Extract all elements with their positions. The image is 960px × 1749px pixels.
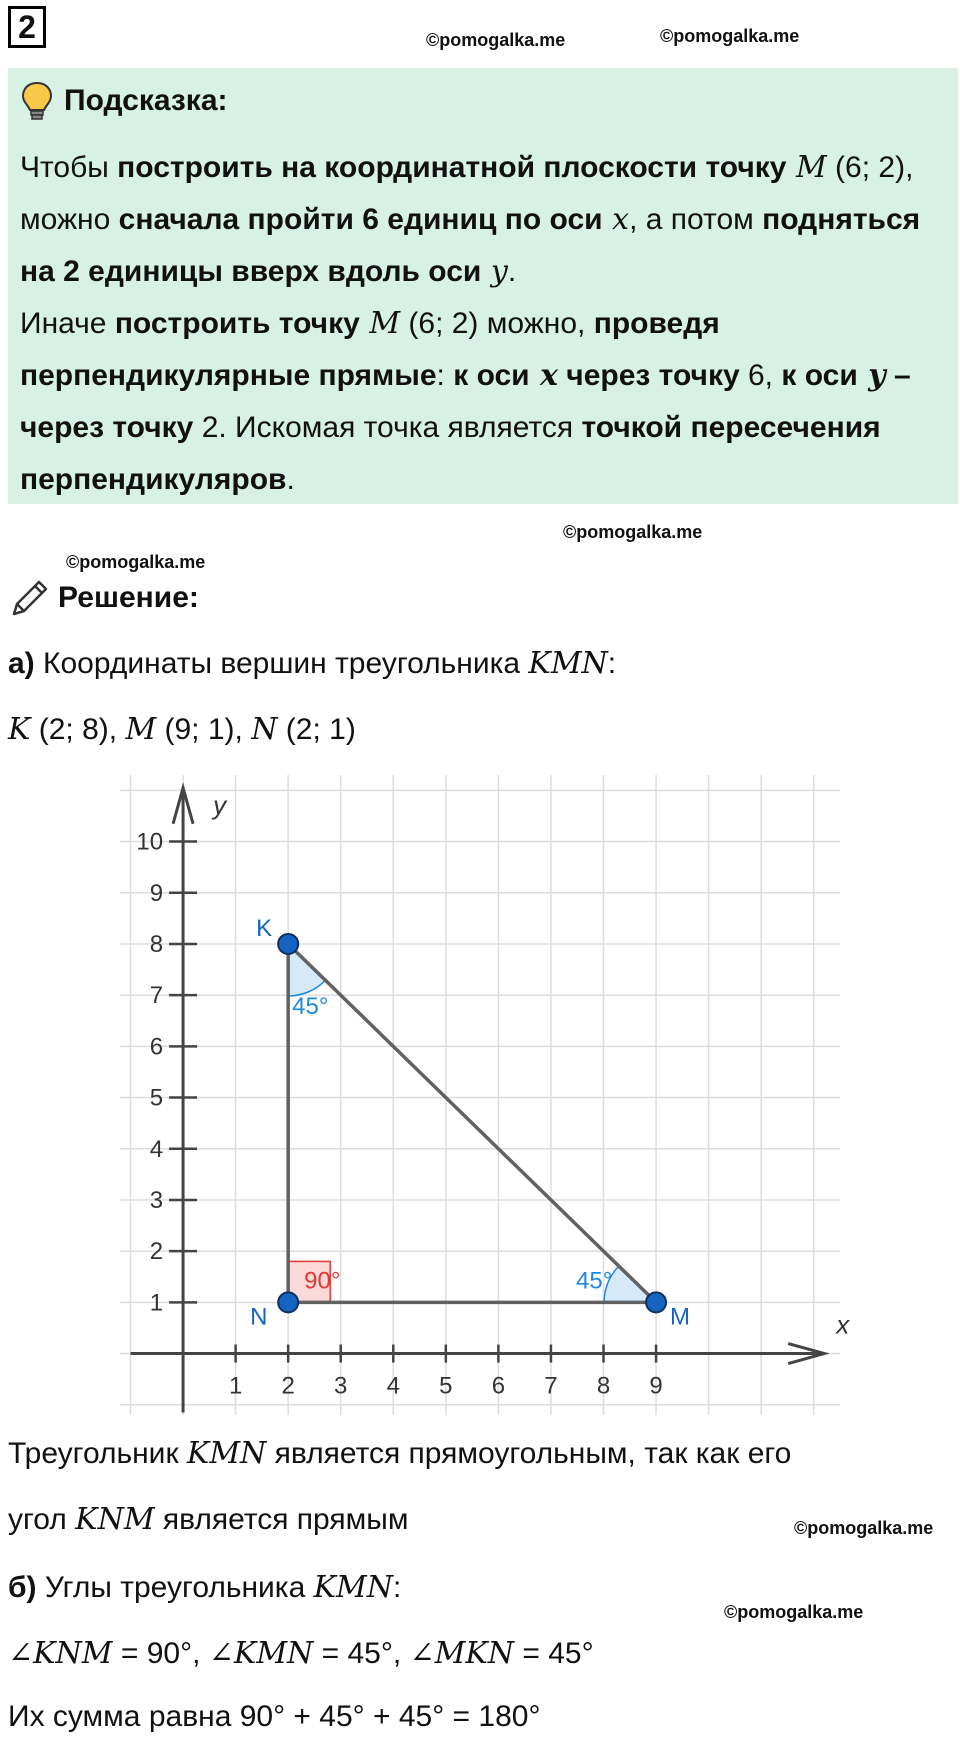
bold-run: построить на координатной плоскости точку	[117, 151, 787, 184]
text-run: 6,	[739, 359, 782, 392]
point-n	[278, 1292, 298, 1312]
angle-m-label: 45°	[576, 1267, 613, 1295]
math-run: M	[125, 712, 157, 747]
part-b-label: б)	[8, 1571, 37, 1604]
x-tick-label: 7	[544, 1372, 558, 1400]
watermark: ©pomogalka.me	[426, 30, 566, 50]
y-tick-label: 7	[149, 982, 164, 1010]
x-tick-label: 1	[228, 1372, 243, 1400]
bold-run: сначала пройти 6 единиц по оси	[118, 203, 603, 236]
x-tick-label: 4	[386, 1372, 400, 1400]
point-m-label: M	[670, 1303, 691, 1331]
hint-paragraph-1	[20, 142, 950, 298]
math-run: N	[251, 712, 278, 747]
text-run: (2; 1)	[277, 713, 356, 746]
lightbulb-icon	[20, 80, 54, 122]
math-run: x	[602, 202, 630, 237]
task-number: 2	[8, 6, 46, 48]
y-tick-label: 5	[149, 1084, 164, 1112]
x-tick-label: 3	[334, 1372, 348, 1400]
coordinates-line	[8, 712, 356, 747]
bold-run: к оси	[453, 359, 530, 392]
angle-n-label: 90°	[304, 1267, 341, 1295]
y-tick-label: 1	[149, 1289, 164, 1317]
pencil-icon	[8, 576, 52, 620]
text-run: является прямым	[154, 1503, 409, 1536]
point-k	[278, 934, 298, 954]
text-run: Координаты вершин треугольника	[34, 647, 529, 680]
solution-title-text: Решение:	[58, 581, 199, 614]
x-tick-label: 2	[281, 1372, 295, 1400]
y-axis-label: y	[213, 789, 227, 820]
text-run: .	[286, 463, 295, 496]
hint-title	[20, 80, 228, 122]
point-n-label: N	[250, 1303, 268, 1331]
watermark: ©pomogalka.me	[660, 26, 800, 46]
part-b-line	[8, 1570, 401, 1605]
text-run: Чтобы	[20, 151, 118, 184]
angle-k-label: 45°	[292, 992, 329, 1020]
solution-title	[8, 576, 199, 620]
text-run: = 45°	[514, 1637, 594, 1670]
y-tick-label: 9	[149, 879, 164, 907]
math-run: ∠KNM	[8, 1636, 113, 1671]
sum-line: Их сумма равна 90° + 45° + 45° = 180°	[8, 1700, 541, 1733]
x-axis-label: x	[836, 1309, 850, 1340]
math-run: KMN	[313, 1570, 393, 1605]
x-tick-label: 5	[439, 1372, 453, 1400]
watermark: ©pomogalka.me	[724, 1602, 864, 1622]
text-run: 2. Искомая точка является	[193, 411, 582, 444]
math-run: y	[857, 358, 886, 393]
x-tick-label: 6	[491, 1372, 506, 1400]
text-run: Иначе	[20, 307, 115, 340]
bold-run: проведя перпендикулярные прямые	[20, 307, 720, 392]
bold-run: к оси	[781, 359, 858, 392]
bold-run: построить точку	[114, 307, 360, 340]
angles-line	[8, 1636, 594, 1671]
text-run: = 90°,	[112, 1637, 209, 1670]
point-m	[646, 1292, 666, 1312]
bold-run: подняться на 2 единицы вверх вдоль оси	[20, 203, 921, 288]
text-run: :	[393, 1571, 402, 1604]
watermark: ©pomogalka.me	[794, 1518, 934, 1538]
math-run: M	[359, 306, 401, 341]
hint-text	[20, 142, 950, 506]
math-run: K	[8, 712, 31, 747]
part-a-line	[8, 646, 616, 681]
text-run: (9; 1),	[156, 713, 252, 746]
math-run: M	[786, 150, 827, 185]
coordinate-plane-chart	[120, 775, 850, 1415]
math-run: x	[529, 358, 558, 393]
text-run: .	[507, 255, 517, 288]
side-km	[288, 944, 656, 1302]
watermark: ©pomogalka.me	[563, 522, 703, 542]
y-tick-label: 6	[149, 1033, 164, 1061]
math-run: ∠MKN	[409, 1636, 515, 1671]
point-k-label: K	[256, 914, 273, 942]
text-run: (6; 2) можно,	[400, 307, 594, 340]
math-run: KMN	[528, 646, 608, 681]
bold-run: через точку	[557, 359, 740, 392]
text-run: :	[607, 647, 617, 680]
bold-run: – через точку	[20, 359, 911, 444]
text-run: (2; 8),	[30, 713, 126, 746]
y-tick-label: 8	[149, 930, 164, 958]
y-tick-label: 10	[136, 828, 164, 856]
text-run: , а потом	[629, 203, 763, 236]
hint-paragraph-2	[20, 298, 950, 506]
x-tick-label: 8	[596, 1372, 611, 1400]
watermark: ©pomogalka.me	[66, 552, 206, 572]
text-run: Углы треугольника	[36, 1571, 314, 1604]
math-run: KNM	[75, 1502, 155, 1537]
math-run: KMN	[186, 1436, 267, 1471]
math-run: ∠KMN	[208, 1636, 314, 1671]
y-tick-label: 2	[149, 1238, 164, 1266]
right-triangle-line-1	[8, 1436, 791, 1471]
y-tick-label: 4	[149, 1135, 164, 1163]
text-run: = 45°,	[313, 1637, 410, 1670]
text-run: является прямоугольным, так как его	[266, 1437, 792, 1470]
part-a-label: а)	[8, 647, 35, 680]
text-run: (6; 2), можно	[20, 151, 914, 236]
text-run: :	[436, 359, 454, 392]
math-run: y	[481, 254, 508, 289]
text-run: Треугольник	[8, 1437, 187, 1470]
hint-title-text: Подсказка:	[64, 84, 228, 117]
y-tick-label: 3	[149, 1186, 164, 1214]
right-triangle-line-2	[8, 1502, 408, 1537]
bold-run: точкой пересечения перпендикуляров	[20, 411, 881, 496]
x-tick-label: 9	[649, 1372, 663, 1400]
text-run: угол	[8, 1503, 76, 1536]
